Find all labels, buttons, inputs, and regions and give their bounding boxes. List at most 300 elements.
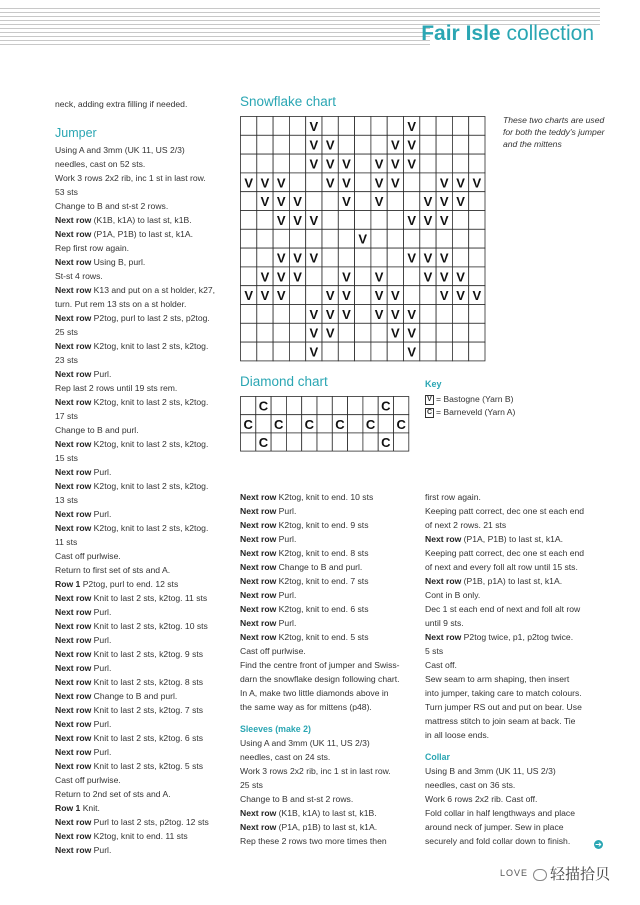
snowflake-cell bbox=[452, 154, 468, 173]
instruction-line bbox=[240, 750, 415, 764]
snowflake-stitch-mark: V bbox=[293, 269, 302, 285]
line-text: Knit to last 2 sts, k2tog. 7 sts bbox=[91, 705, 204, 715]
line-text: Sleeves (make 2) bbox=[240, 724, 311, 734]
line-text: first row again. bbox=[425, 492, 481, 502]
snowflake-stitch-mark: V bbox=[325, 156, 335, 172]
snowflake-cell bbox=[469, 267, 485, 286]
snowflake-cell bbox=[241, 192, 257, 211]
snowflake-stitch-mark: V bbox=[309, 156, 319, 172]
diamond-cell bbox=[348, 433, 363, 451]
line-text: the same way as for mittens (p48). bbox=[240, 702, 372, 712]
line-text: darn the snowflake design following chart. bbox=[240, 674, 400, 684]
instruction-line bbox=[55, 773, 225, 787]
line-text: Cast off purlwise. bbox=[55, 775, 121, 785]
line-text: turn. Put rem 13 sts on a st holder. bbox=[55, 299, 187, 309]
diamond-cell bbox=[332, 433, 347, 451]
snowflake-stitch-mark: V bbox=[244, 288, 253, 304]
instruction-line bbox=[55, 297, 225, 311]
snowflake-cell bbox=[306, 267, 322, 286]
snowflake-stitch-mark: V bbox=[309, 137, 319, 153]
text-column-1 bbox=[55, 97, 225, 857]
line-text: 23 sts bbox=[55, 355, 78, 365]
snowflake-cell bbox=[420, 305, 436, 324]
diamond-stitch-mark: C bbox=[335, 416, 345, 432]
line-text: Cont in B only. bbox=[425, 590, 481, 600]
instruction-line bbox=[240, 588, 415, 602]
line-text: Keeping patt correct, dec one st each end bbox=[425, 506, 585, 516]
snowflake-cell bbox=[404, 286, 420, 305]
line-text: Sew seam to arm shaping, then insert bbox=[425, 674, 570, 684]
snowflake-stitch-mark: V bbox=[456, 288, 465, 304]
line-text: K2tog, knit to last 2 sts, k2tog. bbox=[91, 439, 209, 449]
snowflake-cell bbox=[355, 286, 371, 305]
snowflake-stitch-mark: V bbox=[309, 344, 319, 360]
line-text: St-st 4 rows. bbox=[55, 271, 103, 281]
instruction-line bbox=[240, 630, 415, 644]
snowflake-cell bbox=[257, 211, 273, 230]
snowflake-stitch-mark: V bbox=[325, 175, 335, 191]
row-label: Next row bbox=[240, 506, 277, 516]
row-label: Next row bbox=[55, 369, 92, 379]
snowflake-cell bbox=[452, 305, 468, 324]
snowflake-cell bbox=[469, 248, 485, 267]
instruction-line bbox=[240, 834, 415, 848]
snowflake-cell bbox=[241, 323, 257, 342]
snowflake-cell bbox=[338, 229, 354, 248]
snowflake-cell bbox=[469, 135, 485, 154]
snowflake-cell bbox=[387, 192, 403, 211]
key-symbol-c: C bbox=[426, 408, 433, 416]
instruction-line bbox=[55, 325, 225, 339]
line-text: securely and fold collar down to finish. bbox=[425, 836, 571, 846]
snowflake-cell bbox=[289, 323, 305, 342]
diamond-cell bbox=[286, 415, 301, 433]
instruction-line bbox=[425, 588, 605, 602]
watermark bbox=[533, 863, 610, 884]
snowflake-cell bbox=[273, 135, 289, 154]
instruction-line bbox=[55, 829, 225, 843]
instruction-line bbox=[55, 227, 225, 241]
snowflake-cell bbox=[371, 135, 387, 154]
diamond-stitch-mark: C bbox=[365, 416, 376, 432]
snowflake-cell bbox=[322, 192, 338, 211]
instruction-line bbox=[55, 745, 225, 759]
snowflake-stitch-mark: V bbox=[309, 118, 319, 134]
instruction-line bbox=[55, 465, 225, 479]
line-text: 25 sts bbox=[55, 327, 78, 337]
snowflake-stitch-mark: V bbox=[456, 269, 465, 285]
snowflake-stitch-mark: V bbox=[325, 137, 335, 153]
diamond-cell bbox=[241, 397, 256, 415]
snowflake-cell bbox=[452, 323, 468, 342]
instruction-line bbox=[55, 521, 225, 535]
line-text: P2tog, purl to end. 12 sts bbox=[80, 579, 179, 589]
row-label: Next row bbox=[55, 635, 92, 645]
snowflake-stitch-mark: V bbox=[423, 269, 433, 285]
instruction-line bbox=[425, 546, 605, 560]
snowflake-chart-title: Snowflake chart bbox=[240, 94, 337, 109]
line-text: mattress stitch to join seam at back. Tie bbox=[425, 716, 576, 726]
diamond-cell bbox=[332, 397, 347, 415]
instruction-line bbox=[425, 616, 605, 630]
snowflake-stitch-mark: V bbox=[325, 306, 335, 322]
instruction-line bbox=[55, 353, 225, 367]
row-label: Next row bbox=[55, 817, 92, 827]
row-label: Next row bbox=[55, 439, 92, 449]
instruction-line bbox=[55, 97, 225, 111]
line-text: Knit to last 2 sts, k2tog. 10 sts bbox=[91, 621, 208, 631]
instruction-line bbox=[55, 269, 225, 283]
row-label: Next row bbox=[55, 607, 92, 617]
snowflake-cell bbox=[436, 117, 452, 136]
instruction-line bbox=[55, 801, 225, 815]
snowflake-cell bbox=[355, 342, 371, 361]
snowflake-cell bbox=[420, 342, 436, 361]
snowflake-cell bbox=[469, 117, 485, 136]
key-symbol-v: V bbox=[425, 395, 434, 405]
subsection-heading bbox=[425, 750, 605, 764]
instruction-line bbox=[55, 647, 225, 661]
snowflake-cell bbox=[420, 117, 436, 136]
row-label: Next row bbox=[240, 808, 277, 818]
instruction-line bbox=[240, 820, 415, 834]
snowflake-cell bbox=[387, 211, 403, 230]
instruction-line bbox=[55, 549, 225, 563]
snowflake-stitch-mark: V bbox=[374, 175, 384, 191]
instruction-line bbox=[55, 759, 225, 773]
instruction-line bbox=[55, 507, 225, 521]
instruction-line bbox=[425, 532, 605, 546]
snowflake-cell bbox=[338, 117, 354, 136]
row-label: Next row bbox=[55, 677, 92, 687]
snowflake-cell bbox=[306, 173, 322, 192]
diamond-cell bbox=[363, 433, 378, 451]
instruction-line bbox=[55, 339, 225, 353]
snowflake-cell bbox=[420, 286, 436, 305]
instruction-line bbox=[425, 658, 605, 672]
snowflake-cell bbox=[322, 248, 338, 267]
instruction-line bbox=[55, 311, 225, 325]
instruction-line bbox=[55, 703, 225, 717]
line-text: K2tog, knit to end. 6 sts bbox=[276, 604, 369, 614]
line-text: Purl to last 2 sts, p2tog. 12 sts bbox=[91, 817, 209, 827]
instruction-line bbox=[55, 185, 225, 199]
snowflake-cell bbox=[452, 211, 468, 230]
instruction-line bbox=[55, 143, 225, 157]
instruction-line bbox=[55, 255, 225, 269]
snowflake-stitch-mark: V bbox=[423, 212, 433, 228]
line-text: Find the centre front of jumper and Swiss- bbox=[240, 660, 400, 670]
row-label: Next row bbox=[55, 523, 92, 533]
instruction-line bbox=[55, 395, 225, 409]
line-text: Collar bbox=[425, 752, 450, 762]
snowflake-stitch-mark: V bbox=[325, 288, 335, 304]
line-text: K2tog, knit to last 2 sts, k2tog. bbox=[91, 481, 209, 491]
snowflake-cell bbox=[452, 135, 468, 154]
row-label: Next row bbox=[55, 621, 92, 631]
instruction-line bbox=[240, 792, 415, 806]
line-text: Knit to last 2 sts, k2tog. 9 sts bbox=[91, 649, 204, 659]
instruction-line bbox=[55, 479, 225, 493]
snowflake-stitch-mark: V bbox=[456, 175, 465, 191]
instruction-line bbox=[55, 367, 225, 381]
header-title-light: collection bbox=[500, 22, 594, 45]
snowflake-stitch-mark: V bbox=[407, 212, 416, 228]
instruction-line bbox=[55, 605, 225, 619]
snowflake-cell bbox=[257, 117, 273, 136]
instruction-line bbox=[425, 714, 605, 728]
line-text: Rep first row again. bbox=[55, 243, 130, 253]
snowflake-stitch-mark: V bbox=[391, 325, 400, 341]
instruction-line bbox=[55, 157, 225, 171]
snowflake-stitch-mark: V bbox=[309, 212, 319, 228]
snowflake-cell bbox=[371, 248, 387, 267]
instruction-line bbox=[425, 504, 605, 518]
instruction-line bbox=[55, 787, 225, 801]
instruction-line bbox=[55, 213, 225, 227]
snowflake-cell bbox=[322, 211, 338, 230]
snowflake-cell bbox=[241, 154, 257, 173]
instruction-line bbox=[55, 619, 225, 633]
snowflake-stitch-mark: V bbox=[407, 156, 416, 172]
row-label: Next row bbox=[55, 285, 92, 295]
instruction-line bbox=[55, 283, 225, 297]
line-text: in all loose ends. bbox=[425, 730, 490, 740]
snowflake-cell bbox=[436, 135, 452, 154]
snowflake-cell bbox=[387, 229, 403, 248]
row-label: Next row bbox=[240, 534, 277, 544]
instruction-line bbox=[55, 689, 225, 703]
line-text: into jumper, taking care to match colours. bbox=[425, 688, 582, 698]
snowflake-stitch-mark: V bbox=[293, 194, 302, 210]
snowflake-cell bbox=[404, 229, 420, 248]
snowflake-cell bbox=[469, 229, 485, 248]
snowflake-cell bbox=[420, 135, 436, 154]
row-label: Next row bbox=[240, 618, 277, 628]
snowflake-stitch-mark: V bbox=[391, 137, 400, 153]
row-label: Next row bbox=[55, 747, 92, 757]
line-text: 25 sts bbox=[240, 780, 263, 790]
snowflake-cell bbox=[436, 342, 452, 361]
snowflake-cell bbox=[371, 117, 387, 136]
snowflake-cell bbox=[273, 229, 289, 248]
line-text: Knit to last 2 sts, k2tog. 6 sts bbox=[91, 733, 204, 743]
instruction-line bbox=[55, 843, 225, 857]
line-text: Purl. bbox=[276, 590, 297, 600]
snowflake-stitch-mark: V bbox=[276, 212, 286, 228]
snowflake-cell bbox=[289, 154, 305, 173]
instruction-line bbox=[55, 241, 225, 255]
line-text: Change to B and purl. bbox=[55, 425, 139, 435]
instruction-line bbox=[425, 834, 605, 848]
key-item-barneveld bbox=[425, 406, 515, 419]
line-text: Rep last 2 rows until 19 sts rem. bbox=[55, 383, 178, 393]
snowflake-cell bbox=[273, 342, 289, 361]
instruction-line bbox=[425, 518, 605, 532]
diamond-cell bbox=[348, 415, 363, 433]
chart-note: These two charts are used for both the teddy's jumper and the mittens bbox=[503, 115, 605, 149]
snowflake-stitch-mark: V bbox=[276, 269, 286, 285]
diamond-stitch-mark: C bbox=[243, 416, 253, 432]
row-label: Next row bbox=[55, 257, 92, 267]
snowflake-stitch-mark: V bbox=[309, 325, 319, 341]
instruction-line bbox=[240, 602, 415, 616]
snowflake-cell bbox=[273, 323, 289, 342]
footer-brand: LOVE bbox=[500, 868, 529, 878]
snowflake-stitch-mark: V bbox=[244, 175, 253, 191]
instruction-line bbox=[55, 409, 225, 423]
snowflake-stitch-mark: V bbox=[342, 288, 351, 304]
snowflake-stitch-mark: V bbox=[260, 194, 270, 210]
line-text: needles, cast on 24 sts. bbox=[240, 752, 331, 762]
instruction-line bbox=[240, 644, 415, 658]
instruction-line bbox=[425, 728, 605, 742]
diamond-cell bbox=[256, 415, 271, 433]
snowflake-cell bbox=[322, 342, 338, 361]
line-text: Work 3 rows 2x2 rib, inc 1 st in last row. bbox=[55, 173, 206, 183]
snowflake-cell bbox=[241, 305, 257, 324]
snowflake-cell bbox=[289, 342, 305, 361]
line-text: Cast off purlwise. bbox=[55, 551, 121, 561]
diamond-stitch-mark: C bbox=[258, 398, 269, 414]
snowflake-stitch-mark: V bbox=[439, 269, 449, 285]
instruction-line bbox=[55, 381, 225, 395]
line-text: Change to B and purl. bbox=[91, 691, 178, 701]
instruction-line bbox=[425, 630, 605, 644]
line-text: Jumper bbox=[55, 126, 97, 140]
snowflake-stitch-mark: V bbox=[293, 212, 302, 228]
snowflake-cell bbox=[436, 229, 452, 248]
instruction-line bbox=[240, 560, 415, 574]
snowflake-stitch-mark: V bbox=[407, 118, 416, 134]
line-text: needles, cast on 36 sts. bbox=[425, 780, 516, 790]
instruction-line bbox=[240, 700, 415, 714]
snowflake-cell bbox=[322, 117, 338, 136]
line-text: Purl. bbox=[91, 369, 112, 379]
diamond-chart-title: Diamond chart bbox=[240, 374, 328, 389]
row-label: Next row bbox=[425, 632, 462, 642]
snowflake-cell bbox=[257, 154, 273, 173]
line-text: P2tog twice, p1, p2tog twice. bbox=[461, 632, 574, 642]
line-text: Purl. bbox=[91, 663, 112, 673]
snowflake-stitch-mark: V bbox=[260, 269, 270, 285]
snowflake-cell bbox=[306, 229, 322, 248]
line-text: of next and every foll alt row until 15 sts. bbox=[425, 562, 578, 572]
instruction-line bbox=[55, 591, 225, 605]
snowflake-cell bbox=[241, 267, 257, 286]
line-text: In A, make two little diamonds above in bbox=[240, 688, 389, 698]
line-text: 13 sts bbox=[55, 495, 78, 505]
section-heading bbox=[55, 125, 225, 141]
instruction-line bbox=[425, 644, 605, 658]
line-text: until 9 sts. bbox=[425, 618, 464, 628]
snowflake-cell bbox=[355, 117, 371, 136]
snowflake-cell bbox=[404, 173, 420, 192]
line-text: K2tog, knit to end. 8 sts bbox=[276, 548, 369, 558]
snowflake-chart-grid bbox=[240, 116, 486, 363]
snowflake-stitch-mark: V bbox=[342, 269, 351, 285]
snowflake-cell bbox=[436, 323, 452, 342]
row-label: Row 1 bbox=[55, 803, 81, 813]
snowflake-cell bbox=[371, 342, 387, 361]
line-text: K2tog, knit to last 2 sts, k2tog. bbox=[91, 397, 209, 407]
instruction-line bbox=[425, 792, 605, 806]
diamond-stitch-mark: C bbox=[258, 435, 269, 450]
instruction-line bbox=[240, 806, 415, 820]
snowflake-stitch-mark: V bbox=[407, 137, 416, 153]
snowflake-cell bbox=[355, 305, 371, 324]
snowflake-cell bbox=[404, 267, 420, 286]
snowflake-cell bbox=[241, 342, 257, 361]
instruction-line bbox=[55, 199, 225, 213]
diamond-cell bbox=[378, 415, 393, 433]
instruction-line bbox=[240, 532, 415, 546]
snowflake-cell bbox=[469, 305, 485, 324]
snowflake-stitch-mark: V bbox=[342, 194, 351, 210]
line-text: K2tog, knit to end. 10 sts bbox=[276, 492, 374, 502]
header-title-bold: Fair Isle bbox=[421, 22, 501, 45]
snowflake-cell bbox=[469, 192, 485, 211]
snowflake-stitch-mark: V bbox=[374, 288, 384, 304]
snowflake-cell bbox=[371, 229, 387, 248]
key-title: Key bbox=[425, 379, 442, 389]
row-label: Next row bbox=[55, 481, 92, 491]
chart-key bbox=[425, 378, 515, 419]
diamond-cell bbox=[302, 397, 317, 415]
line-text: K13 and put on a st holder, k27, bbox=[91, 285, 216, 295]
line-text: K2tog, knit to last 2 sts, k2tog. bbox=[91, 523, 209, 533]
snowflake-stitch-mark: V bbox=[407, 250, 416, 266]
line-text: Purl. bbox=[276, 506, 297, 516]
row-label: Next row bbox=[55, 313, 92, 323]
snowflake-cell bbox=[420, 173, 436, 192]
snowflake-stitch-mark: V bbox=[309, 250, 319, 266]
snowflake-stitch-mark: V bbox=[472, 288, 482, 304]
snowflake-stitch-mark: V bbox=[439, 212, 449, 228]
snowflake-cell bbox=[355, 154, 371, 173]
diamond-cell bbox=[271, 433, 286, 451]
row-label: Next row bbox=[55, 761, 92, 771]
line-text: Using B and 3mm (UK 11, US 2/3) bbox=[425, 766, 556, 776]
instruction-line bbox=[425, 602, 605, 616]
line-text: Using B, purl. bbox=[91, 257, 146, 267]
diamond-cell bbox=[302, 433, 317, 451]
snowflake-stitch-mark: V bbox=[439, 175, 449, 191]
row-label: Next row bbox=[55, 691, 92, 701]
snowflake-cell bbox=[322, 267, 338, 286]
instruction-line bbox=[240, 518, 415, 532]
diamond-cell bbox=[317, 415, 332, 433]
diamond-chart-grid bbox=[240, 396, 410, 452]
snowflake-stitch-mark: V bbox=[374, 269, 384, 285]
line-text: Purl. bbox=[91, 747, 112, 757]
snowflake-cell bbox=[306, 286, 322, 305]
key-label-barneveld: = Barneveld (Yarn A) bbox=[436, 407, 516, 417]
diamond-cell bbox=[348, 397, 363, 415]
line-text: Purl. bbox=[91, 509, 112, 519]
row-label: Next row bbox=[240, 632, 277, 642]
instruction-line bbox=[240, 778, 415, 792]
wechat-icon bbox=[533, 869, 547, 881]
snowflake-cell bbox=[289, 305, 305, 324]
row-label: Next row bbox=[55, 467, 92, 477]
snowflake-stitch-mark: V bbox=[276, 250, 286, 266]
instruction-line bbox=[55, 451, 225, 465]
snowflake-stitch-mark: V bbox=[309, 306, 319, 322]
instruction-line bbox=[425, 686, 605, 700]
line-text: K2tog, knit to end. 5 sts bbox=[276, 632, 369, 642]
snowflake-cell bbox=[257, 323, 273, 342]
